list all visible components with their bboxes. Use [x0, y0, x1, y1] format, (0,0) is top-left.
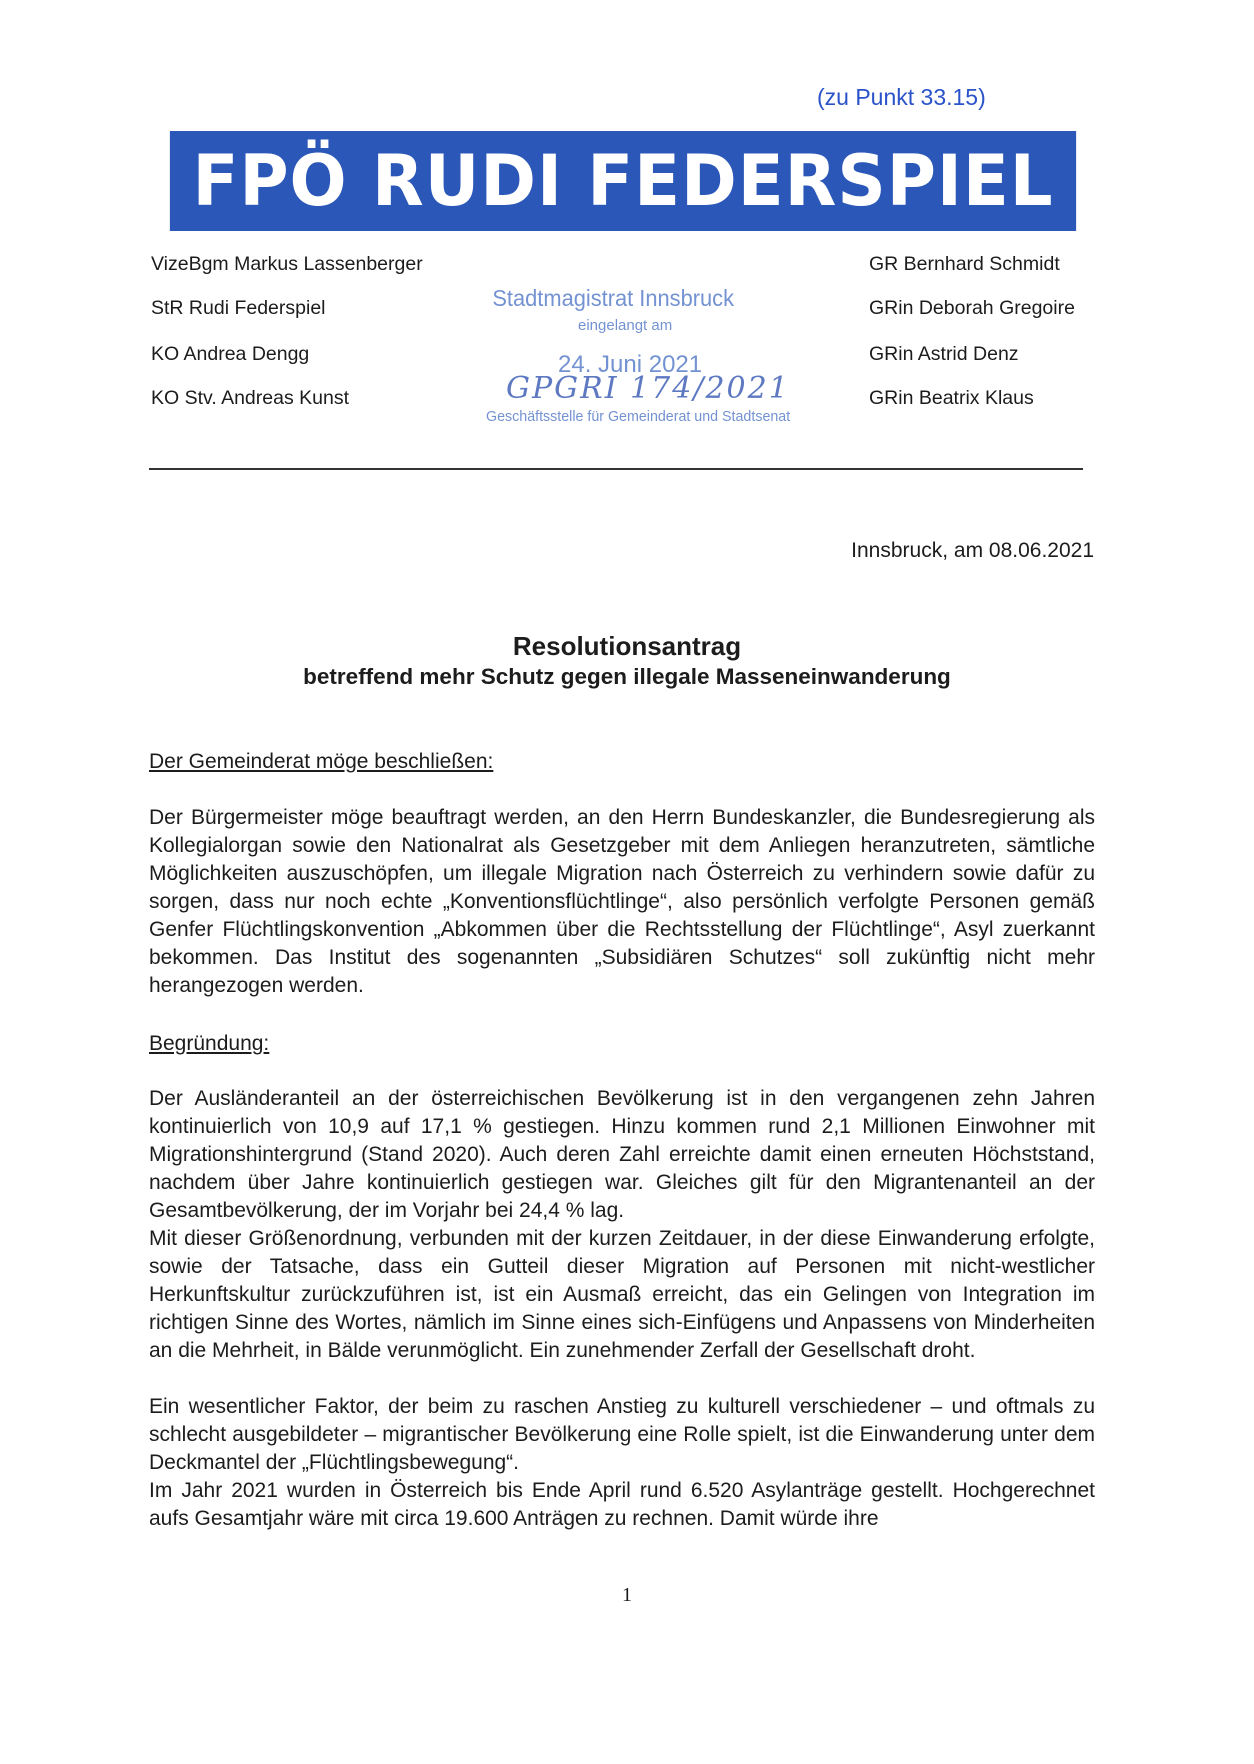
member-name: KO Andrea Dengg [151, 343, 310, 365]
motion-text: Der Bürgermeister möge beauftragt werden, an den Herrn Bundeskanzler, die Bundesregierung als Kollegialorgan sowie den Nationalrat als Gesetzgeber mit dem Anliegen heranzutreten, sämtliche Möglichkeiten auszuschöpfen, um illegale Migration nach Österreich zu verhindern sowie dafür zu sorgen, dass nur noch echte „Konventionsflüchtlinge“, also persönlich verfolgte Personen gemäß Genfer Flüchtlingskonvention „Abkommen über die Rechtsstellung der Flüchtlinge“, Asyl zuerkannt bekommen. Das Institut des sogenannten „Subsidiären Schutzes“ soll zukünftig nicht mehr herangezogen werden. [149, 806, 1095, 997]
member-name: KO Stv. Andreas Kunst [151, 387, 349, 409]
document-title: Resolutionsantrag [512, 631, 742, 661]
stamp-received-label: eingelangt am [578, 317, 673, 334]
header-divider [149, 468, 1083, 470]
member-name: GRin Deborah Gregoire [869, 297, 1075, 319]
document-subtitle: betreffend mehr Schutz gegen illegale Masseneinwanderung [303, 664, 951, 689]
member-name: StR Rudi Federspiel [151, 297, 326, 319]
stamp-handwritten-reference: GPGRI 174/2021 [506, 371, 790, 406]
received-stamp [476, 281, 791, 431]
reason-paragraph: Mit dieser Größenordnung, verbunden mit der kurzen Zeitdauer, in der diese Einwanderung erfolgte, sowie der Tatsache, dass ein Gutteil dieser Migration auf Personen mit nicht-westlicher Herkunftskultur zurückzuführen ist, ist ein Ausmaß erreicht, das ein Gelingen von Integration im richtigen Sinne des Wortes, nämlich im Sinne eines sich-Einfügens und Anpassens von Minderheiten an die Mehrheit, in Bälde verunmöglicht. Ein zunehmender Zerfall der Gesellschaft droht. [149, 1227, 1095, 1362]
member-name: VizeBgm Markus Lassenberger [151, 253, 423, 275]
reason-paragraph: Im Jahr 2021 wurden in Österreich bis Ende April rund 6.520 Asylanträge gestellt. Hochgerechnet aufs Gesamtjahr wäre mit circa 19.600 Anträgen zu rechnen. Damit würde ihre [149, 1479, 1095, 1530]
stamp-office: Geschäftsstelle für Gemeinderat und Stadtsenat [486, 408, 791, 425]
party-banner: FPÖ RUDI FEDERSPIEL [170, 131, 1076, 231]
reason-heading: Begründung: [149, 1032, 270, 1055]
member-name: GRin Beatrix Klaus [869, 387, 1034, 409]
motion-heading: Der Gemeinderat möge beschließen: [149, 750, 494, 773]
stamp-title: Stadtmagistrat Innsbruck [492, 285, 735, 311]
stamp-date: 24. Juni 2021 [558, 351, 703, 378]
member-name: GRin Astrid Denz [869, 343, 1019, 365]
member-name: GR Bernhard Schmidt [869, 253, 1060, 275]
place-date: Innsbruck, am 08.06.2021 [851, 539, 1094, 562]
page-reference: (zu Punkt 33.15) [817, 84, 986, 110]
page-number: 1 [622, 1584, 632, 1606]
reason-paragraph: Der Ausländeranteil an der österreichischen Bevölkerung ist in den vergangenen zehn Jahren kontinuierlich von 10,9 auf 17,1 % gestiegen. Hinzu kommen rund 2,1 Millionen Einwohner mit Migrationshintergrund (Stand 2020). Auch deren Zahl erreichte damit einen erneuten Höchststand, nachdem über Jahre kontinuierlich gestiegen war. Gleiches gilt für den Migrantenanteil an der Gesamtbevölkerung, der im Vorjahr bei 24,4 % lag. [149, 1087, 1095, 1222]
reason-paragraph: Ein wesentlicher Faktor, der beim zu raschen Anstieg zu kulturell verschiedener – und oftmals zu schlecht ausgebildeter – migrantischer Bevölkerung eine Rolle spielt, ist die Einwanderung unter dem Deckmantel der „Flüchtlingsbewegung“. [149, 1395, 1095, 1474]
